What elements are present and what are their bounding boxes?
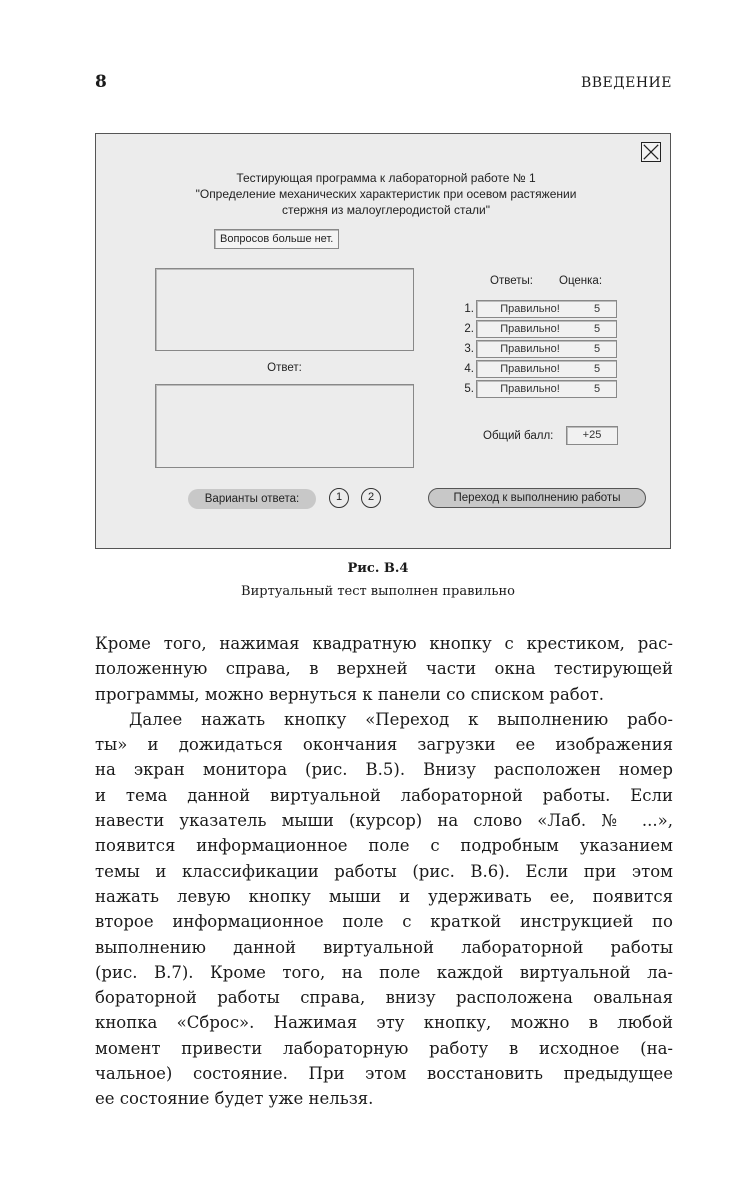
result-score: 5 [593,343,601,355]
status-field: Вопросов больше нет. [214,229,339,249]
result-field [476,340,617,358]
body-line: положенную справа, в верхней части окна тестирующей [95,659,673,679]
body-line: чальное) состояние. При этом восстановить предыдущее [95,1064,673,1084]
body-line: темы и классификации работы (рис. В.6). Если при этом [95,861,673,881]
page-number: 8 [95,72,107,92]
result-text: Правильно! [500,323,560,335]
result-number: 1. [464,303,474,315]
body-line: выполнению данной виртуальной лабораторной работы [95,937,673,957]
answer-text-area[interactable] [155,384,414,468]
result-score: 5 [593,303,601,315]
result-score: 5 [593,383,601,395]
close-x-icon [642,143,660,161]
result-text: Правильно! [500,343,560,355]
result-text: Правильно! [500,303,560,315]
body-line: навести указатель мыши (курсор) на слово «Лаб. № ...», [95,811,673,831]
result-text: Правильно! [500,363,560,375]
answer-label: Ответ: [267,362,302,374]
result-score: 5 [593,363,601,375]
running-head: ВВЕДЕНИЕ [580,75,672,91]
total-score-label: Общий балл: [483,430,554,442]
body-line: появится информационное поле с подробным указанием [95,836,673,856]
result-field [476,380,617,398]
program-title [136,170,636,218]
variant-2-button[interactable]: 2 [361,488,381,508]
result-field [476,360,617,378]
question-text-area [155,268,414,351]
program-title-line: стержня из малоуглеродистой стали" [282,203,490,217]
total-score-value: +25 [566,426,618,445]
answers-header: Ответы: [490,275,533,287]
result-number: 4. [464,363,474,375]
go-to-work-button[interactable]: Переход к выполнению работы [428,488,646,508]
body-line: ее состояние будет уже нельзя. [95,1089,374,1109]
body-line: бораторной работы справа, внизу расположена овальная [95,988,673,1008]
body-line: второе информационное поле с краткой инструкцией по [95,912,673,932]
body-line: момент привести лабораторную работу в исходное (на- [95,1038,673,1058]
program-title-line: Тестирующая программа к лабораторной работе № 1 [236,171,536,185]
score-header: Оценка: [559,275,603,287]
figure-caption: Виртуальный тест выполнен правильно [241,584,515,599]
body-line: кнопка «Сброс». Нажимая эту кнопку, можно в любой [95,1013,673,1033]
test-program-window [95,133,671,549]
result-score: 5 [593,323,601,335]
result-text: Правильно! [500,383,560,395]
body-line: программы, можно вернуться к панели со списком работ. [95,684,605,704]
body-line: (рис. В.7). Кроме того, на поле каждой виртуальной ла- [95,962,673,982]
result-number: 2. [464,323,474,335]
program-title-line: "Определение механических характеристик при осевом растяжении [195,187,577,201]
body-line: Далее нажать кнопку «Переход к выполнению рабо- [129,709,673,729]
result-number: 5. [464,383,474,395]
variant-1-button[interactable]: 1 [329,488,349,508]
close-button[interactable] [641,142,661,162]
body-paragraphs [95,631,673,1112]
result-number: 3. [464,343,474,355]
body-line: ты» и дожидаться окончания загрузки ее изображения [95,735,673,755]
result-field [476,300,617,318]
result-field [476,320,617,338]
body-line: на экран монитора (рис. В.5). Внизу расположен номер [95,760,673,780]
figure-number: Рис. В.4 [347,561,409,576]
body-line: нажать левую кнопку мыши и удерживать ее, появится [95,886,673,906]
answer-variants-button[interactable]: Варианты ответа: [188,489,316,509]
body-line: и тема данной виртуальной лабораторной работы. Если [95,785,673,805]
body-line: Кроме того, нажимая квадратную кнопку с крестиком, рас- [95,634,673,653]
